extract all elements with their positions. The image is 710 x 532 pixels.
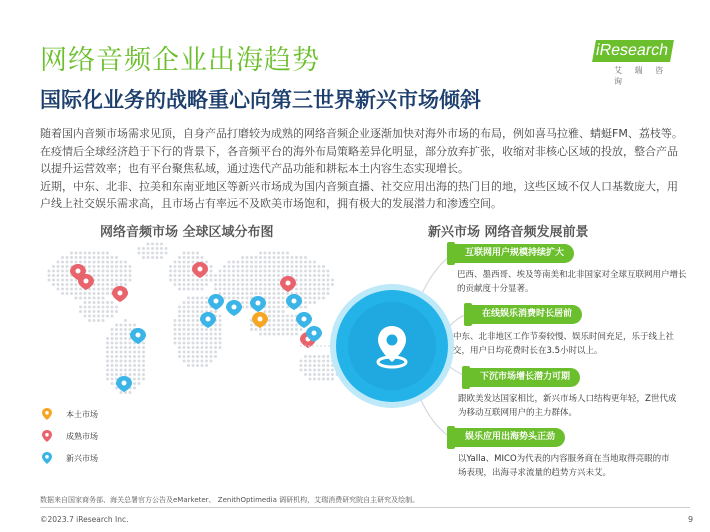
legend-item-mature [40,430,98,442]
legend-item-emerging [40,452,98,464]
map-pin-icon [40,407,54,421]
map-legend [40,408,98,474]
data-source-note: 数据来自国家商务部、海关总署官方公告及eMarketer、 ZenithOptimedia 调研机构，艾瑞消费研究院自主研究及绘制。 [40,496,420,504]
prospect-head-3: 下沉市场增长潜力可期 [466,368,580,387]
legend-label: 本土市场 [66,409,98,419]
prospect-body-4: 以Yalla、MICO为代表的内容服务商在当地取得亮眼的市场表现，出海寻求流量的趋势方兴未艾。 [458,454,670,478]
prospect-body-1: 巴西、墨西哥、埃及等南美和北非国家对全球互联网用户增长的贡献度十分显著。 [457,270,687,294]
prospects-title: 新兴市场 网络音频发展前景 [428,225,589,240]
page-subtitle: 国际化业务的战略重心向第三世界新兴市场倾斜 [40,88,481,112]
prospect-head-2: 在线娱乐消费时长居前 [468,305,582,324]
body-paragraph-2: 近期，中东、北非、拉美和东南亚地区等新兴市场成为国内音频直播、社交应用出海的热门目的地，这些区域不仅人口基数庞大，用户线上社交娱乐需求高，且市场占有率远不及欧美市场饱和，拥有极大的发展潜力和渗透空间。 [40,179,678,210]
map-pin-icon [40,429,54,443]
connector-line [420,256,450,298]
center-circle-inner [348,302,436,390]
copyright: ©2023.7 iResearch Inc. [40,515,129,524]
location-pin-icon [348,302,436,390]
map-title: 网络音频市场 全球区域分布图 [100,225,274,240]
prospect-body-3: 跟欧美发达国家相比，新兴市场人口结构更年轻，Z世代成为移动互联网用户的主力群体。 [458,394,677,418]
footer-divider [40,507,690,508]
logo-wordmark: iResearch [592,40,674,62]
legend-item-home [40,408,98,420]
legend-label: 新兴市场 [66,453,98,463]
page-title: 网络音频企业出海趋势 [40,45,320,76]
legend-label: 成熟市场 [66,431,98,441]
connector-line [420,398,450,437]
logo-subtext: 艾 瑞 咨 询 [614,66,669,86]
map-pin-icon [40,451,54,465]
body-paragraph-1: 随着国内音频市场需求见顶，自身产品打磨较为成熟的网络音频企业逐渐加快对海外市场的布局，例如喜马拉雅、蜻蜓FM、荔枝等。在疫情后全球经济趋于下行的背景下，各音频平台的海外布局策略差异化明显，部分放弃扩张，收缩对非核心区域的投放，整合产品以提升运营效率；也有平台聚焦私域，通过迭代产品功能和耕耘本土内容生态实现增长。 [40,127,683,175]
center-circle [336,290,448,402]
prospect-head-4: 娱乐应用出海势头正劲 [451,428,565,447]
prospect-head-1: 互联网用户规模持续扩大 [451,244,574,263]
page-number: 9 [688,515,694,524]
prospect-body-2: 中东、北非地区工作节奏较慢、娱乐时间充足，乐于线上社交，用户日均花费时长在3.5小时以上。 [453,332,675,356]
